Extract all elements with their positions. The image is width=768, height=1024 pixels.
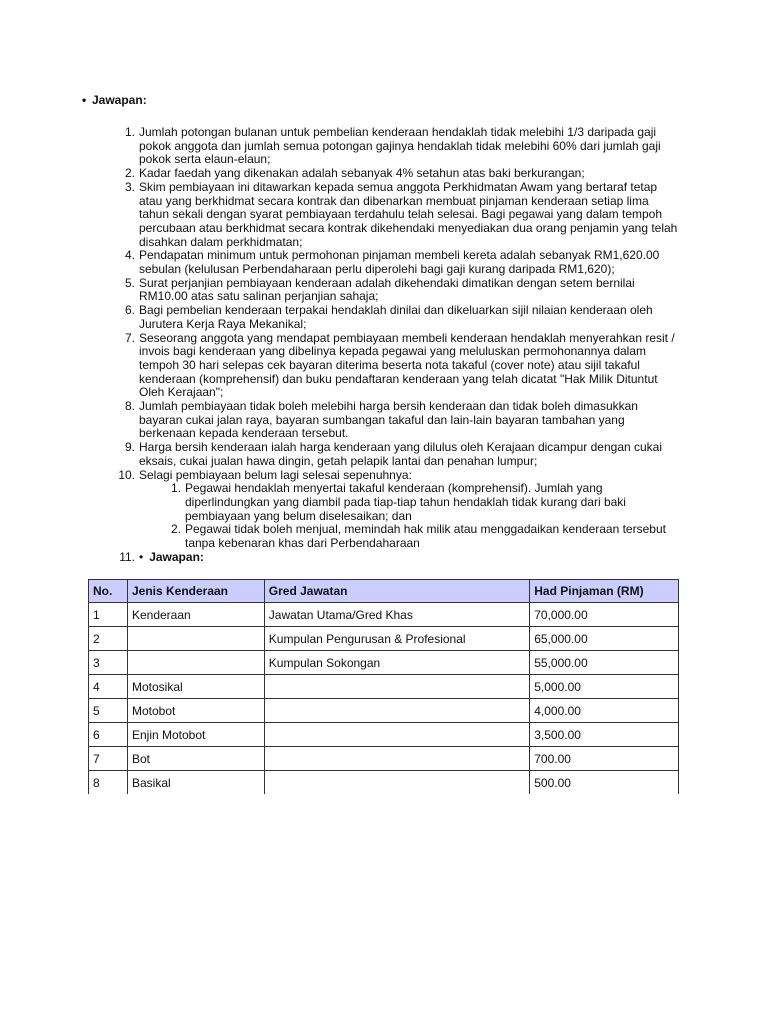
sub-item-text: Pegawai tidak boleh menjual, memindah hak milik atau menggadaikan kenderaan tersebut tanpa kebenaran khas dari Perbendaharaan [185,522,666,551]
item-number: 7. [124,330,135,345]
cell-had: 5,000.00 [530,675,679,699]
cell-had: 700.00 [530,747,679,771]
item-text: Kadar faedah yang dikenakan adalah sebanyak 4% setahun atas baki berkurangan; [139,166,585,181]
item-number: 9. [124,440,135,455]
cell-no: 2 [89,627,128,651]
heading [82,93,147,107]
cell-gred [264,771,529,795]
cell-no: 7 [89,747,128,771]
cell-had: 3,500.00 [530,723,679,747]
list-item [124,330,679,401]
sub-list-item [170,522,679,551]
item-number: 10. [118,467,135,482]
heading-bullet: • [82,93,87,107]
item-number: 6. [124,303,135,318]
cell-jenis [127,651,264,675]
cell-jenis [127,627,264,651]
cell-had: 500.00 [530,771,679,795]
list-item [124,179,679,250]
sub-list-item [170,481,679,523]
list-item [124,125,679,167]
table-row [89,723,679,747]
heading-title: Jawapan: [92,93,147,107]
cell-had: 70,000.00 [530,603,679,627]
table-row [89,651,679,675]
item-text: Selagi pembiayaan belum lagi selesai sepenuhnya: [139,467,412,482]
cell-gred [264,723,529,747]
table-row [89,747,679,771]
cell-had: 55,000.00 [530,651,679,675]
sub-item-number: 1. [170,481,181,496]
cell-gred: Kumpulan Pengurusan & Profesional [264,627,529,651]
cell-gred: Jawatan Utama/Gred Khas [264,603,529,627]
item-number: 2. [124,166,135,181]
loan-limit-table [88,579,679,794]
item-number: 11. [119,549,135,564]
list-item [124,275,679,304]
list-item [124,440,679,468]
header-no: No. [89,580,128,603]
cell-gred [264,699,529,723]
table-row [89,699,679,723]
cell-jenis: Motosikal [127,675,264,699]
item-bullet: • [139,549,144,564]
list-item [119,549,679,565]
cell-no: 8 [89,771,128,795]
table-row [89,603,679,627]
cell-no: 1 [89,603,128,627]
list-item [124,303,679,331]
item-text: Jumlah potongan bulanan untuk pembelian kenderaan hendaklah tidak melebihi 1/3 daripada gaji pokok anggota dan jumlah semua potongan gajinya hendaklah tidak melebihi 60% dari jumlah gaji pokok serta elaun-elaun; [139,125,661,167]
item-number: 4. [124,248,135,263]
table-header-row [89,580,679,603]
list-item [118,467,679,551]
cell-jenis: Kenderaan [127,603,264,627]
item-text: Jumlah pembiayaan tidak boleh melebihi harga bersih kenderaan dan tidak boleh dimasukkan bayaran cukai jalan raya, bayaran sumbangan takaful dan lain-lain bayaran tambahan yang berkenaan kepada kenderaan tersebut. [139,399,638,441]
table-row [89,771,679,795]
item-number: 3. [124,179,135,194]
item-text: Seseorang anggota yang mendapat pembiayaan membeli kenderaan hendaklah menyerahkan resit / invois bagi kenderaan yang dibelinya kepada pegawai yang meluluskan permohonannya dalam tempoh 30 hari selepas cek bayaran diterima beserta nota takaful (cover note) atau sijil takaful kenderaan (komprehensif) dan buku pendaftaran kenderaan yang telah dicatat "Hak Milik Dituntut Oleh Kerajaan"; [139,330,675,400]
cell-no: 6 [89,723,128,747]
cell-jenis: Motobot [127,699,264,723]
sub-item-number: 2. [170,522,181,537]
cell-no: 5 [89,699,128,723]
conditions-list [118,125,679,565]
item-number: 8. [124,399,135,414]
item-text: Bagi pembelian kenderaan terpakai hendaklah dinilai dan dikeluarkan sijil nilaian kenderaan oleh Jurutera Kerja Raya Mekanikal; [139,303,653,331]
item-text: Jawapan: [149,549,204,564]
header-gred-jawatan: Gred Jawatan [264,580,529,603]
item-number: 5. [124,275,135,290]
sub-item-text: Pegawai hendaklah menyertai takaful kenderaan (komprehensif). Jumlah yang diperlindungkan yang diambil pada tiap-tiap tahun hendaklah tidak kurang dari baki pembiayaan yang belum diselesaikan; dan [185,481,626,523]
sub-list [139,482,679,551]
cell-had: 65,000.00 [530,627,679,651]
cell-gred: Kumpulan Sokongan [264,651,529,675]
cell-no: 4 [89,675,128,699]
table-row [89,675,679,699]
list-item [124,399,679,441]
cell-jenis: Enjin Motobot [127,723,264,747]
item-text: Harga bersih kenderaan ialah harga kenderaan yang dilulus oleh Kerajaan dicampur dengan cukai eksais, cukai jualan hawa dingin, getah pelapik lantai dan penahan lumpur; [139,440,663,468]
list-item [124,248,679,277]
item-text: Surat perjanjian pembiayaan kenderaan adalah dikehendaki dimatikan dengan setem bernilai RM10.00 atas satu salinan perjanjian sahaja; [139,275,635,304]
cell-jenis: Bot [127,747,264,771]
cell-gred [264,675,529,699]
header-had-pinjaman: Had Pinjaman (RM) [530,580,679,603]
table-row [89,627,679,651]
cell-gred [264,747,529,771]
item-text: Skim pembiayaan ini ditawarkan kepada semua anggota Perkhidmatan Awam yang bertaraf tetap atau yang berkhidmat secara kontrak dan dibenarkan membuat pinjaman kenderaan setiap lima tahun sekali dengan syarat pembiayaan terdahulu telah selesai. Bagi pegawai yang dalam tempoh percubaan atau berkhidmat secara kontrak dikehendaki menyediakan dua orang penjamin yang telah disahkan dalam perkhidmatan; [139,179,678,249]
item-text: Pendapatan minimum untuk permohonan pinjaman membeli kereta adalah sebanyak RM1,620.00 sebulan (kelulusan Perbendaharaan perlu diperolehi bagi gaji kurang daripada RM1,620); [139,248,660,277]
list-item [124,166,679,181]
cell-had: 4,000.00 [530,699,679,723]
header-jenis-kenderaan: Jenis Kenderaan [127,580,264,603]
cell-no: 3 [89,651,128,675]
cell-jenis: Basikal [127,771,264,795]
item-number: 1. [124,125,135,139]
